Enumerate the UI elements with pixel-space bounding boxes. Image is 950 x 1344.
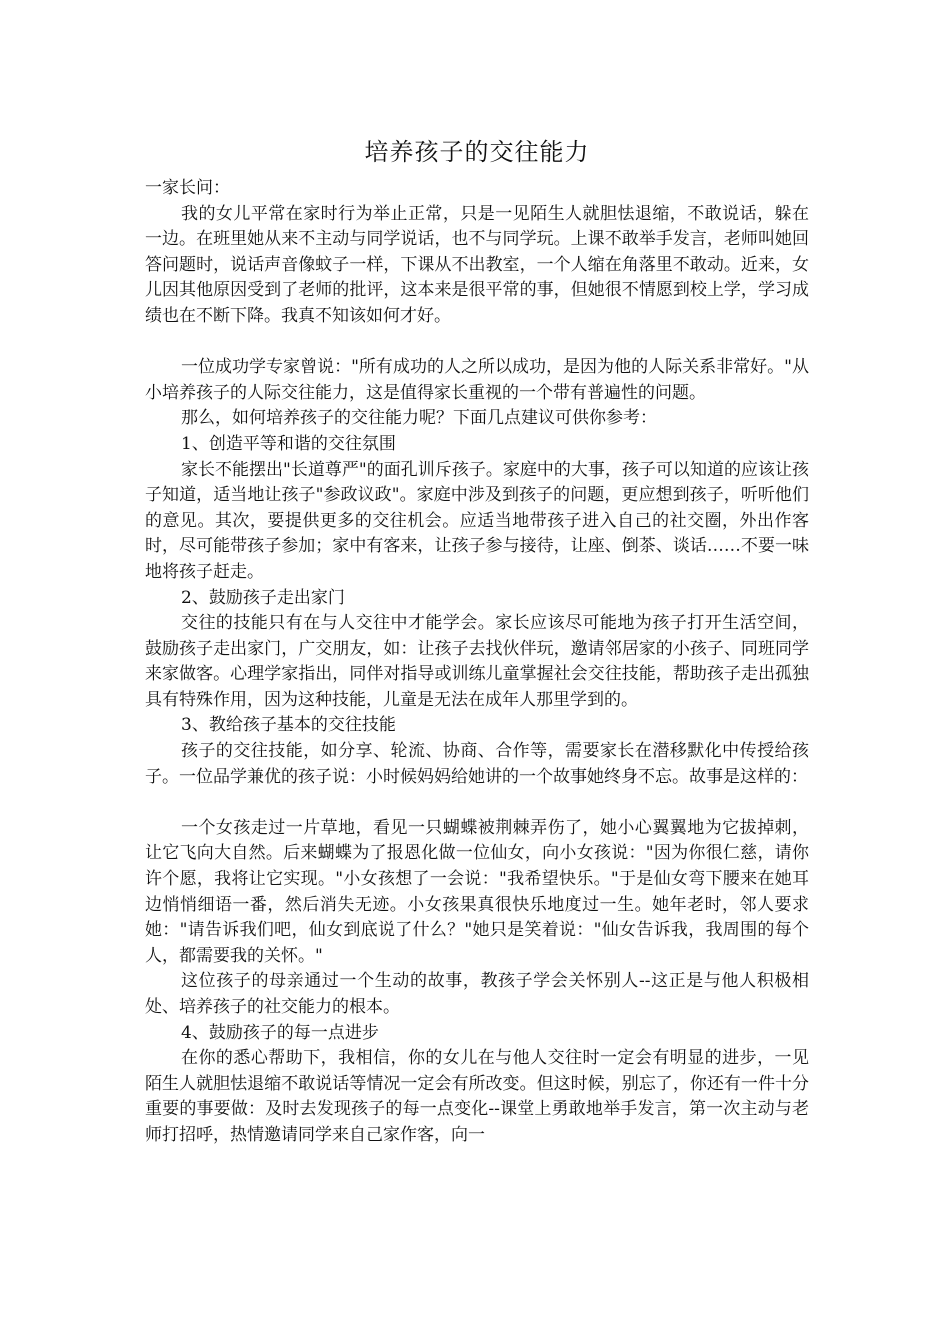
paragraph-section-2: 交往的技能只有在与人交往中才能学会。家长应该尽可能地为孩子打开生活空间，鼓励孩子走出家门，广交朋友，如：让孩子去找伙伴玩，邀请邻居家的小孩子、同班同学来家做客。心理学家指出，同伴对指导或训练儿童掌握社会交往技能，帮助孩子走出孤独具有特殊作用，因为这种技能，儿童是无法在成年人那里学到的。 [145, 613, 809, 710]
paragraph-spacer [145, 330, 809, 356]
paragraph-butterfly-story: 一个女孩走过一片草地，看见一只蝴蝶被荆棘弄伤了，她小心翼翼地为它拔掉刺，让它飞向大自然。后来蝴蝶为了报恩化做一位仙女，向小女孩说："因为你很仁慈，请你许个愿，我将让它实现。"小女孩想了一会说："我希望快乐。"于是仙女弯下腰来在她耳边悄悄细语一番，然后消失无迹。小女孩果真很快乐地度过一生。她年老时，邻人要求她："请告诉我们吧，仙女到底说了什么？"她只是笑着说："仙女告诉我，我周围的每个人，都需要我的关怀。" [145, 817, 809, 966]
paragraph-section-4: 在你的悉心帮助下，我相信，你的女儿在与他人交往时一定会有明显的进步，一见陌生人就胆怯退缩不敢说话等情况一定会有所改变。但这时候，别忘了，你还有一件十分重要的事要做：及时去发现孩子的每一点变化--课堂上勇敢地举手发言，第一次主动与老师打招呼，热情邀请同学来自己家作客，向一 [145, 1048, 809, 1145]
paragraph-section-1: 家长不能摆出"长道尊严"的面孔训斥孩子。家庭中的大事，孩子可以知道的应该让孩子知道，适当地让孩子"参政议政"。家庭中涉及到孩子的问题，更应想到孩子，听听他们的意见。其次，要提供更多的交往机会。应适当地带孩子进入自己的社交圈，外出作客时，尽可能带孩子参加；家中有客来，让孩子参与接待，让座、倒茶、谈话……不要一味地将孩子赶走。 [145, 459, 809, 582]
section-heading-1: 1、创造平等和谐的交往氛围 [181, 433, 396, 454]
document-page [145, 128, 809, 1149]
document-title: 培养孩子的交往能力 [364, 138, 590, 166]
paragraph-parent-question: 我的女儿平常在家时行为举止正常，只是一见陌生人就胆怯退缩，不敢说话，躲在一边。在班里她从来不主动与同学说话，也不与同学玩。上课不敢举手发言，老师叫她回答问题时，说话声音像蚊子一样，下课从不出教室，一个人缩在角落里不敢动。近来，女儿因其他原因受到了老师的批评，这本来是很平常的事，但她很不情愿到校上学，学习成绩也在不断下降。我真不知该如何才好。 [145, 203, 809, 326]
paragraph-suggestions-intro: 那么，如何培养孩子的交往能力呢？下面几点建议可供你参考： [181, 408, 657, 429]
section-heading-3: 3、教给孩子基本的交往技能 [181, 715, 396, 736]
paragraph-section-3: 孩子的交往技能，如分享、轮流、协商、合作等，需要家长在潜移默化中传授给孩子。一位品学兼优的孩子说：小时候妈妈给她讲的一个故事她终身不忘。故事是这样的： [145, 741, 809, 787]
paragraph-story-moral: 这位孩子的母亲通过一个生动的故事，教孩子学会关怀别人--这正是与他人积极相处、培养孩子的社交能力的根本。 [145, 971, 809, 1017]
paragraph-spacer [145, 790, 809, 816]
section-heading-4: 4、鼓励孩子的每一点进步 [181, 1022, 379, 1043]
document-body [145, 176, 809, 1149]
section-heading-2: 2、鼓励孩子走出家门 [181, 587, 345, 608]
paragraph-expert-quote: 一位成功学专家曾说："所有成功的人之所以成功，是因为他的人际关系非常好。"从小培养孩子的人际交往能力，这是值得家长重视的一个带有普遍性的问题。 [145, 357, 809, 403]
paragraph-question-intro: 一家长问： [145, 178, 230, 198]
